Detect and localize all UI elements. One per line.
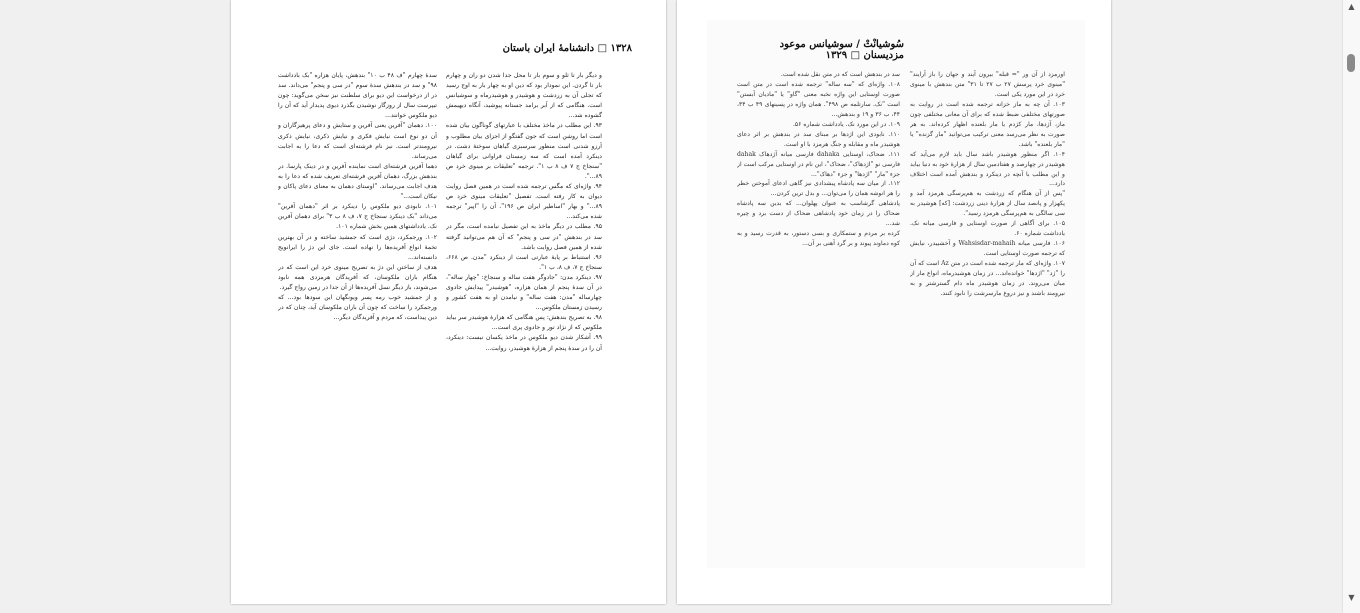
paragraph: ۱۱۲. از میان سه پادشاه پیشدادی نیز گاهی ادعای آموختن خطر را هر انوشه همان را می‌توان... و بدل ترین کردن... [737,180,900,198]
text-column-left [278,71,437,541]
paragraph: ۹۴. واژه‌ای که مگس ترجمه شده است در همین فصل روایت دیوان به کار رفته است. تفصیل "تعلیقات مینوی خرد ص ۸۹..." و بهار "اساطیر ایران ص ۱۹۶". آن را "اپیر" ترجمه شده می‌کند... [446,183,602,221]
paragraph: سدهٔ چهارم "ف ۴۸ ب ۱۰" بندهش، پایان هزاره "بک بادداشت ۹۸" و سد در بندهش سدهٔ سوم "در سی و پنجم" می‌داند. سد در از درخواست این دیو برای سلطنت نیز سخن می‌گوید: چون تیپرست سال از روزگار نوشیدن بگذرد دیوی پدیدار آید که آن را دیو ملکوس خوانند... [278,72,437,120]
text-column-left [737,70,900,555]
scroll-up-icon[interactable]: ▲ [1348,2,1355,11]
paragraph: ۱۰۱. نابودی دیو ملکوس را دینکرد بر اثر "دهمان آفرین" می‌داند "بک دینکرد سنجاخ ج ۷، ف ۸ ب ۳" برای دهمان آفرین نک. یادداشتهای همین بخش شماره ۱۰۱. [278,203,437,231]
paragraph: سد در بندهش است که در متن نقل شده است. [780,71,900,78]
paragraph: ۱۰۳. آن چه به ماز خزانه ترجمه شده است در روایت به صورتهای مختلفی ضبط شده که برای آن معانی مختلفی چون ماز، آژدها، مار کژدم یا مار بلعنده اظهار کرده‌اند. به هر صورت به نظر می‌رسد معنی ترکیب می‌توانید "مار گزنده" یا "مار بلعنده" باشد. [910,100,1065,148]
paragraph: ۹۸. به تصریح بندهش: پس هنگامی که هزارهٔ هوشیدر سر بیاید ملکوس که از نژاد تور و جادوی پری است... [446,314,602,332]
paragraph: اورمزد از آن ور "= قبله" بیرون آیند و جهان را باز آرایند" "مینوی خرد پرسش ۲۷ ب ۲۷ تا ۳۱" متن بندهش با مینوی خرد در این مورد یکی است. [910,71,1065,98]
scrollbar-thumb[interactable] [1347,54,1355,72]
paragraph: ۹۵. مطلب در دیگر ماخذ به این تفصیل نیامده است، مگر در سد در بندهش "در سی و پنجم" که آن هم می‌توانید گرفته شده از همین فصل روایت باشد. [446,223,602,251]
text-column-right [446,71,602,541]
paragraph: ۹۷. دینکرد مدن: "جادوگر هفت ساله و سنجاخ: "چهار ساله"، در آن سدهٔ پنجم از همان هزاره، "هوشیدر" پیدایش جادوی چهارساله "مدن: هفت ساله" و نیامدن او به هفت کشور و رسیدن زمستان ملکوس... [446,273,602,312]
document-page-left [231,0,666,604]
page-header: ۱۳۲۸ □ دانشنامهٔ ایران باستان [502,43,632,54]
paragraph: ۱۰۶. فارسی میانه Wahsisdar-mahaih و آخشییدر، نیایش که ترجمه صورت اوستایی است. [910,240,1065,258]
paragraph: ۱۰۹. در این مورد نک. یادداشت شماره ۵۶. [792,120,900,128]
paragraph: ۹۹. آشکار شدن دیو ملکوس در ماخذ یکسان نیست: دینکرد، آن را در سدهٔ پنجم از هزارهٔ هوشیدر، روایت... [446,334,602,352]
vertical-scrollbar[interactable] [1342,0,1360,613]
paragraph: ۱۰۷. واژه‌ای که مار ترجمه شده است در متن Az است که آن را "ژد" "اژدها" خوانده‌اند... در زمان هوشیدرماه، انواع مار از میان می‌روند. در زمان هوشیدر ماه دام گسترشتر و به نیرومند باشند و نیز دروغ مارسرشت را نابود کنند. [910,260,1065,297]
page-header: سُوشیانْتْ / سوشیانس موعود مزدیسنان □ ۱۳۲۹ [779,39,904,61]
paragraph: ۱۱۰. نابودی این اژدها بر مبنای سد در بندهش بر اثر دعای هوشیدر ماه و مقابله و جنگ هرمزد با او است. [737,130,900,148]
paragraph: ۱۰۸. واژه‌ای که "سه ساله" ترجمه شده است در متن است صورت اوستایی این واژه نخبه معنی "گاو" یا "مادیان آبستن" است "نک. سارتلمه ص ۴۹۸". همان واژه در پسینهای ۴۹ ب ۳۴، ۴۴، ب ۳۶ و ۱۹ و بندهش... [737,80,900,118]
scroll-down-icon[interactable]: ▼ [1348,593,1355,602]
document-page-right [677,0,1111,604]
paragraph: و دیگر بار تا ثلو و سوم بار تا محل جدا شدن دو ران و چهارم بار تا گردن. این نمودار بود که دین او به چهار بار به اوج رسید که تجلی آن به زردشت و هوشیدر و هوشیدرماه و سوشیانس است. هنگامی که از اَبر برامد جستانه پیوشید، آنگاه دیهیمش گشوده شد... [446,72,602,120]
paragraph: ۹۳. این مطلب در ماخذ مختلف با عبارتهای گوناگون بیان شده است اما روشن است که جون گفتگو از اجزای بیان مطلوب و آرزو شدنی است منظور سرسبزی گیاهان سوختهٔ دشت. در دینکرد آمده است که سه زمستان فراوانی برای گیاهان "سنجاخ ج ۷ ف ۸ ب ۱". ترجمه "تعلیقات بر مینوی خرد ص ۸۹...". [446,122,602,180]
paragraph: ۱۱۱. ضحاک، اوستایی dahaka فارسی میانه آژدهاک dahak فارسی نو "اژدهاک"، ضحاک"، این نام در اوستایی مرکب است از جزء "مار" "اژدها" و جزء "دهاک"... [737,150,900,178]
paragraph: ۱۰۴. اگر منظور هوشیدر باشد سال باید لازم می‌آید که هوشیدر در چهارصد و هفتادمین سال از هزارهٔ خود به دنیا بیاید و این مطلب با آنچه در دینکرد و بندهش آمده است اختلاف دارد... [910,150,1065,188]
paragraph: پادشاهی گرشاسب به عنوان پهلوان... که بدین سه پادشاه ضحاک را در زمان خود پادشاهی ضحاک از دست برد و چیره شد... [737,200,900,228]
paragraph: ۱۰۰. دهمان "آفرین یعنی آفرین و ستایش و دعای پرهیزگاران و آن دو نوع است نیایش فکری و نیایش ذکری، نیایش ذکری نیرومندتر است. نیز نام فرشته‌ای است که دعا را به اجابت می‌رساند. [278,122,437,160]
text-column-right [910,70,1065,555]
paragraph: ۹۶. استنباط بر پایهٔ عبارتی است از دینکرد "مدن. ص ۶۶۸، سنجاخ ج ۷، ف ۸، ب ۱". [446,253,602,271]
paragraph: ۱۰۵. برای آگاهی از صورت اوستایی و فارسی میانه نک. یادداشت شماره ۶۰. [910,220,1065,238]
paragraph: و از جمشید خوب رمه پسر ویونگهان این سودها بود... که ورجمکرد را ساخت که چون آن باران ملکوسان آید، چنان که در دین پیداست، که مردم و آفریدگان دیگر... [278,294,437,322]
paragraph: "پس از آن هنگام که زردشت به هم‌پرسگی هرمزد آمد و پکهزار و پانصد سال از هزارهٔ دینی زردشت: [که] هوشیدر به سی سالگی به هم‌پرسگی هرمزد رسید". [910,190,1065,218]
paragraph: کرده بر مردم و ستمکاری و بسی دستور، به قدرت رسید و به کوه دماوند پیوند و بر گرد آهنی بر آن... [737,230,900,248]
paragraph: دهما آفرین فرشته‌ای است نماینده آفرین و در دینک پارسا. در بندهش بزرگ، دهمان آفرین فرشته‌ای تعریف شده که دعا را به هدف اجابت می‌رساند. "اوستای دهمان به معنای دعای پاکان و نیکان است..." [278,162,437,201]
paragraph: ۱۰۲. ورجمکرد، دژی است که جمشید ساخته و در آن بهترین تخمهٔ انواع آفریده‌ها را نهاده است. جای این دژ را ایرانویج دانسته‌اند... [278,233,437,261]
paragraph: هدف از ساختن این دژ به تصریح مینوی خرد این است که در هنگام باران ملکوسان، که آفریدگان هرمزدی همه نابود می‌شوند، باز دیگر نسل آفریده‌ها از آن جدا در زمین رواج گیرد. [278,263,437,291]
